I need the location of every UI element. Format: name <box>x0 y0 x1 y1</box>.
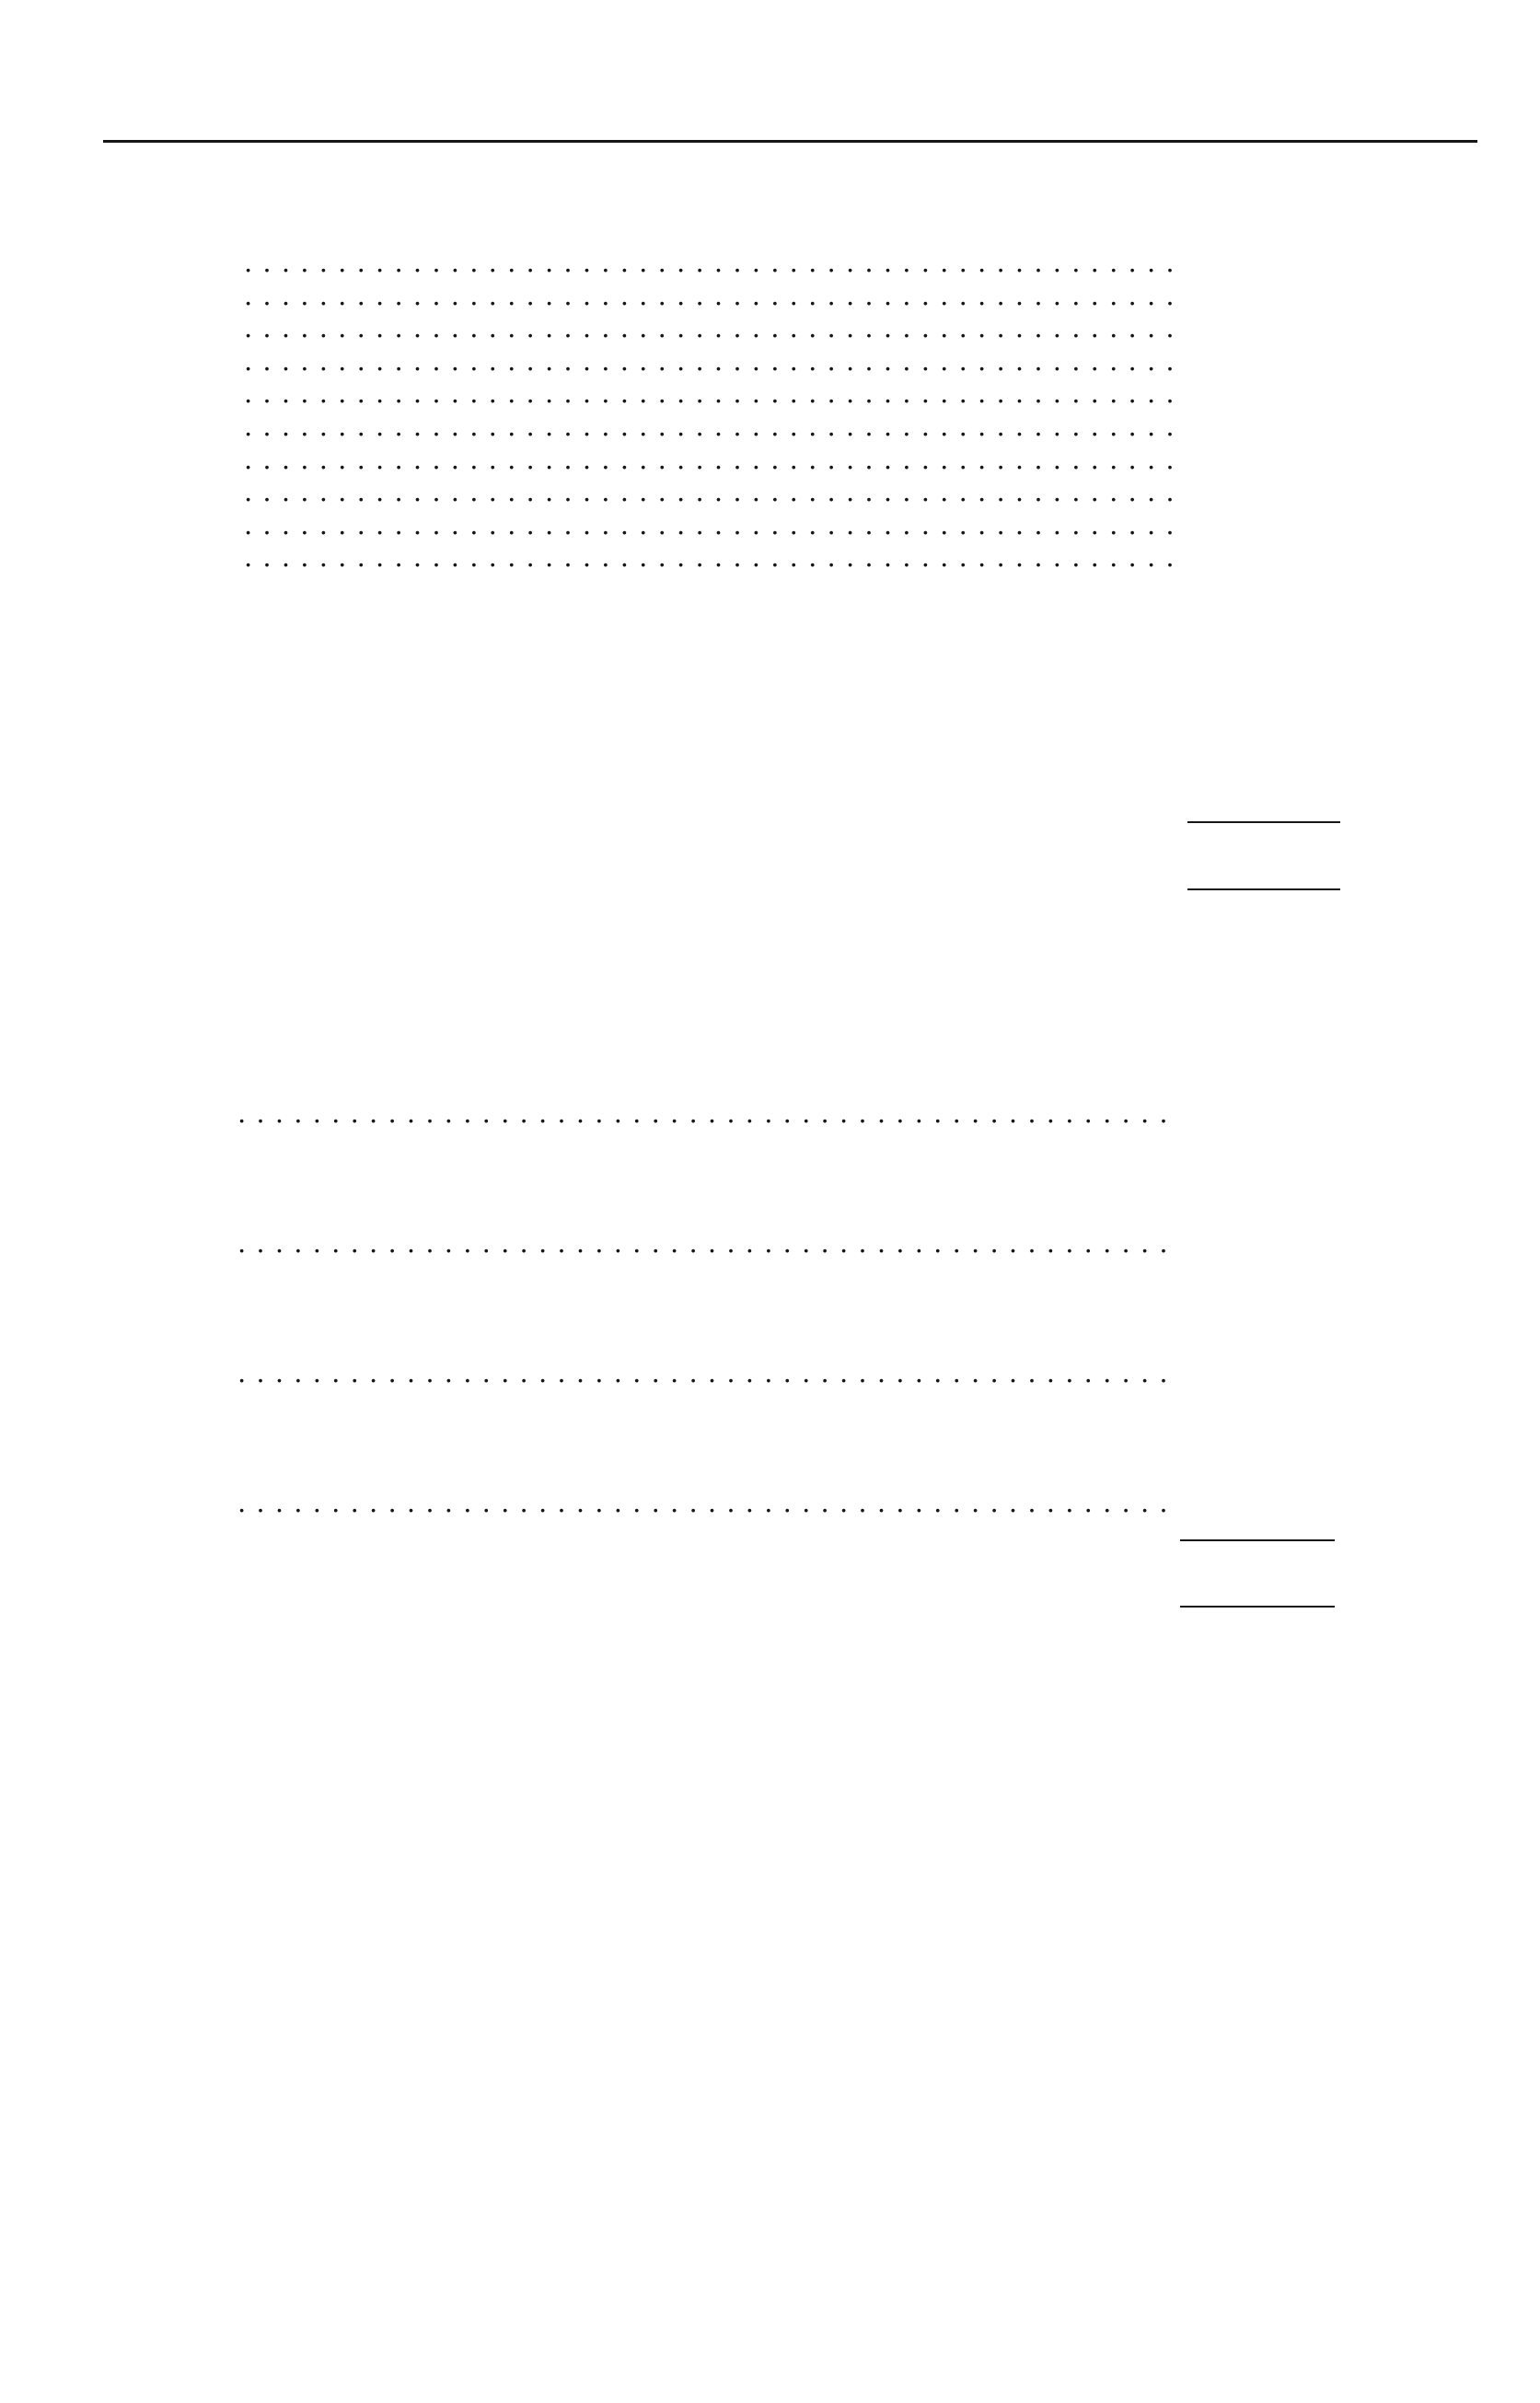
ledger-row <box>244 509 1345 542</box>
ferries-total-rule <box>1187 821 1340 823</box>
ledger-row <box>244 444 1345 477</box>
ledger-row <box>244 280 1345 313</box>
dot-leader <box>237 1097 1167 1131</box>
dot-leader <box>237 1487 1167 1520</box>
header-rule <box>103 140 1477 143</box>
route-row-belle-river <box>237 1227 1342 1260</box>
route-row-nine-mile-creek <box>237 1487 1342 1520</box>
dot-leader <box>244 411 1178 444</box>
dot-leader <box>237 1227 1167 1260</box>
ledger-row <box>244 247 1345 280</box>
ledger-row <box>237 1357 1342 1390</box>
packets-total-underline <box>1180 1606 1335 1608</box>
ledger-row <box>244 345 1345 378</box>
dot-leader <box>244 509 1178 542</box>
ferries-ledger <box>244 247 1345 575</box>
ledger-row <box>237 1487 1342 1520</box>
ferries-total-underline <box>1187 888 1340 890</box>
packets-total-rule <box>1180 1539 1335 1541</box>
dot-leader <box>237 1357 1167 1390</box>
dot-leader <box>244 312 1178 345</box>
ledger-row <box>237 1097 1342 1131</box>
route-row-bonshaw <box>237 1357 1342 1390</box>
ledger-row <box>244 377 1345 411</box>
dot-leader <box>244 476 1178 509</box>
dot-leader <box>244 280 1178 313</box>
running-head <box>103 90 1479 147</box>
ledger-row <box>237 1227 1342 1260</box>
ledger-row <box>244 476 1345 509</box>
ledger-row <box>244 312 1345 345</box>
dot-leader <box>244 247 1178 280</box>
ledger-row <box>244 411 1345 444</box>
dot-leader <box>244 377 1178 411</box>
dot-leader <box>244 444 1178 477</box>
ledger-row <box>244 541 1345 575</box>
dot-leader <box>244 541 1178 575</box>
dot-leader <box>244 345 1178 378</box>
route-row-orwell <box>237 1097 1342 1131</box>
